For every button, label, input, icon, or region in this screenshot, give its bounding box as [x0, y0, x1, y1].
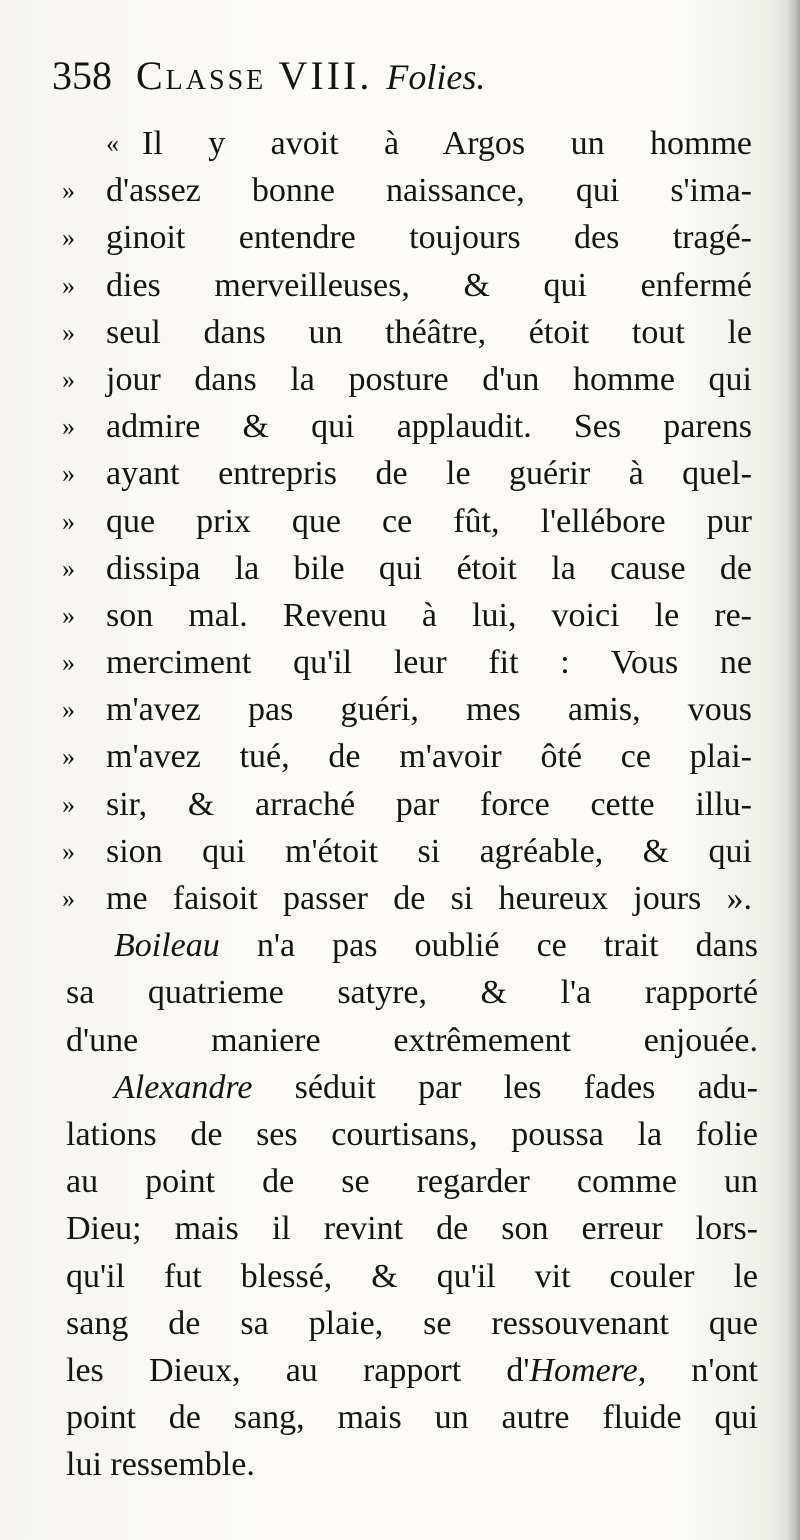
- quote-mark: »: [62, 836, 75, 866]
- text-line: [62, 498, 762, 545]
- quote-mark: »: [62, 742, 75, 772]
- line-text: sion qui m'étoit si agréable, & qui: [106, 832, 752, 870]
- quote-mark: »: [62, 459, 75, 489]
- quote-mark: »: [62, 412, 75, 442]
- line-text: que prix que ce fût, l'ellébore pur: [106, 502, 752, 540]
- text-line: [62, 214, 762, 261]
- line-text: sir, & arraché par force cette illu-: [106, 785, 752, 823]
- line-text: dissipa la bile qui étoit la cause de: [106, 549, 752, 587]
- page-number: 358: [52, 53, 112, 98]
- text-line: [62, 1253, 762, 1300]
- line-text: [114, 1064, 758, 1111]
- text-line: [62, 1064, 762, 1111]
- line-text: m'avez pas guéri, mes amis, vous: [106, 691, 752, 729]
- line-text: ayant entrepris de le guérir à quel-: [106, 455, 752, 493]
- text-line: [62, 1017, 762, 1064]
- line-rest: séduit par les fades adu-: [252, 1068, 758, 1106]
- text-line: [62, 1111, 762, 1158]
- line-text: qu'il fut blessé, & qu'il vit couler le: [66, 1257, 758, 1295]
- name-homere: Homere: [529, 1351, 638, 1389]
- text-line: [62, 1300, 762, 1347]
- line-end: , n'ont: [637, 1351, 759, 1389]
- quote-mark: »: [62, 364, 75, 394]
- line-text: son mal. Revenu à lui, voici le re-: [106, 596, 752, 634]
- text-line: [62, 1347, 762, 1394]
- quote-mark: »: [62, 789, 75, 819]
- text-line: [62, 167, 762, 214]
- text-line: [62, 733, 762, 780]
- text-line: [62, 1205, 762, 1252]
- line-text: sang de sa plaie, se ressouvenant que: [66, 1304, 758, 1342]
- line-text: jour dans la posture d'un homme qui: [106, 360, 752, 398]
- name-boileau: Boileau: [114, 927, 220, 965]
- text-line: [62, 592, 762, 639]
- line-text: admire & qui applaudit. Ses parens: [106, 408, 752, 446]
- text-line: [62, 545, 762, 592]
- text-line: [62, 828, 762, 875]
- line-text: Il y avoit à Argos un homme: [142, 125, 752, 162]
- line-text: sa quatrieme satyre, & l'a rapporté: [66, 974, 758, 1012]
- line-text: me faisoit passer de si heureux jours ».: [106, 880, 752, 917]
- name-alexandre: Alexandre: [114, 1068, 253, 1106]
- line-text: [66, 1347, 758, 1394]
- text-line: [62, 781, 762, 828]
- page-edge-shadow: [786, 0, 800, 1540]
- line-text: seul dans un théâtre, étoit tout le: [106, 313, 752, 351]
- line-start: les Dieux, au rapport d': [66, 1351, 530, 1389]
- quote-mark: »: [62, 223, 75, 253]
- line-text: lui ressemble.: [66, 1446, 255, 1484]
- line-rest: n'a pas oublié ce trait dans: [219, 927, 758, 965]
- running-header: [52, 52, 752, 104]
- header-title: Folies.: [386, 57, 486, 97]
- text-line: [62, 969, 762, 1016]
- quote-mark: »: [62, 600, 75, 630]
- text-line: [62, 450, 762, 497]
- text-line: [62, 1158, 762, 1205]
- line-text: lations de ses courtisans, poussa la folie: [66, 1115, 758, 1153]
- line-text: au point de se regarder comme un: [66, 1163, 758, 1201]
- text-line: [62, 262, 762, 309]
- quote-mark: »: [62, 884, 75, 913]
- text-line: [62, 1441, 762, 1488]
- quote-mark: »: [62, 648, 75, 678]
- text-line: [62, 120, 762, 167]
- header-classe: Classe VIII.: [136, 53, 373, 98]
- line-text: d'une maniere extrêmement enjouée.: [66, 1021, 758, 1059]
- quote-mark: »: [62, 506, 75, 536]
- text-line: [62, 1394, 762, 1441]
- quote-mark: »: [62, 695, 75, 725]
- page-body: [62, 120, 762, 1488]
- line-text: m'avez tué, de m'avoir ôté ce plai-: [106, 738, 752, 776]
- line-text: point de sang, mais un autre fluide qui: [66, 1399, 758, 1437]
- line-text: d'assez bonne naissance, qui s'ima-: [106, 172, 752, 210]
- quote-mark: »: [62, 176, 75, 206]
- open-quote-mark: «: [106, 129, 119, 158]
- line-text: merciment qu'il leur fit : Vous ne: [106, 644, 752, 682]
- quote-mark: »: [62, 270, 75, 300]
- text-line: [62, 403, 762, 450]
- quote-mark: »: [62, 553, 75, 583]
- text-line: [62, 922, 762, 969]
- quote-mark: »: [62, 317, 75, 347]
- text-line: [62, 686, 762, 733]
- line-text: dies merveilleuses, & qui enfermé: [106, 266, 752, 304]
- text-line: [62, 875, 762, 922]
- text-line: [62, 639, 762, 686]
- text-line: [62, 309, 762, 356]
- text-line: [62, 356, 762, 403]
- line-text: Dieu; mais il revint de son erreur lors-: [66, 1210, 758, 1248]
- line-text: [114, 922, 758, 969]
- line-text: ginoit entendre toujours des tragé-: [106, 219, 752, 257]
